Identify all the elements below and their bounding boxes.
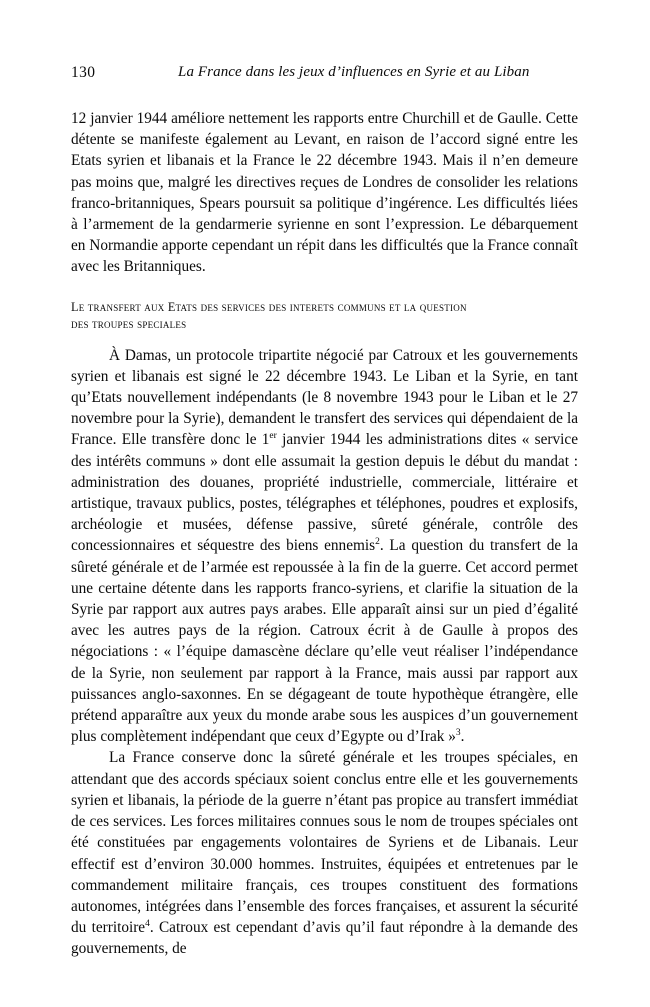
section-heading-initial: L	[71, 299, 79, 314]
page-number: 130	[71, 64, 96, 81]
section-heading-line1-a: e transfert aux	[78, 299, 168, 314]
running-head	[71, 64, 578, 84]
paragraph-opening: 12 janvier 1944 améliore nettement les rapports entre Churchill et de Gaulle. Cette détente se manifeste également au Levant, en raison de l’accord signé entre les Etats syrien et libanais et la France le 22 décembre 1943. Mais il n’en demeure pas moins que, malgré les directives reçues de Londres de consolider les relations franco-britanniques, Spears poursuit sa politique d’ingérence. Les difficultés liées à l’armement de la gendarmerie syrienne en sont l’expression. Le débarquement en Normandie apporte cependant un répit dans les difficultés que la France connaît avec les Britanniques.	[71, 110, 578, 276]
footnote-ref-er: er	[269, 431, 277, 442]
spacer	[71, 334, 578, 345]
footnote-ref-4: 4	[145, 919, 150, 930]
text-column	[71, 108, 578, 960]
paragraph-protocole-d: .	[460, 728, 465, 746]
paragraph-troupes-speciales	[71, 747, 578, 959]
footnote-ref-2: 2	[375, 537, 380, 548]
section-heading-etats-initial: E	[167, 299, 176, 314]
spacer	[71, 278, 578, 299]
paragraph-protocole-b: janvier 1944 les administrations dites « service des intérêts communs » dont elle assumait la gestion depuis le début du mandat : administration des douanes, propriété industrielle, commerciale, littéraire et artistique, travaux publics, postes, télégraphes et téléphones, poudres et explosifs, archéologie et musées, défense passive, sûreté générale, contrôle des concessionnaires et séquestre des biens ennemis	[71, 431, 578, 555]
section-heading	[71, 299, 578, 334]
paragraph-protocole-a: À Damas, un protocole tripartite négocié par Catroux et les gouvernements syrien et libanais est signé le 22 décembre 1943. Le Liban et la Syrie, en tant qu’Etats nouvellement indépendants (le 8 novembre 1943 pour le Liban et le 27 novembre pour la Syrie), demandent le transfert des services qui dépendaient de la France. Elle transfère donc le 1	[71, 346, 578, 449]
paragraph-troupes-a: La France conserve donc la sûreté générale et les troupes spéciales, en attendant que des accords spéciaux soient conclus entre elle et les gouvernements syrien et libanais, la période de la guerre n’étant pas propice au transfert immédiat de ces services. Les forces militaires connues sous le nom de troupes spéciales ont été constituées par engagements volontaires de Syriens et de Libanais. Leur effectif est d’environ 30.000 hommes. Instruites, équipées et entretenues par le commandement militaire français, ces troupes constituent des formations autonomes, intégrées dans l’ensemble des forces françaises, et assurent la sécurité du territoire	[71, 749, 578, 937]
section-heading-line1-b: tats des services des interets communs et la question	[175, 299, 467, 314]
paragraph-troupes-b: . Catroux est cependant d’avis qu’il faut répondre à la demande des gouvernements, de	[71, 919, 579, 958]
footnote-ref-3: 3	[455, 728, 461, 739]
section-heading-line2: des troupes speciales	[71, 317, 187, 332]
running-title: La France dans les jeux d’influences en Syrie et au Liban	[178, 64, 530, 80]
paragraph-protocole-c: . La question du transfert de la sûreté générale et de l’armée est repoussée à la fin de la guerre. Cet accord permet une certaine détente dans les rapports franco-syriens, et clarifie la situation de la Syrie par rapport aux autres pays arabes. Elle apparaît ainsi sur un pied d’égalité avec les autres pays de la région. Catroux écrit à de Gaulle à propos des négociations : « l’équipe damascène déclare qu’elle veut réaliser l’indépendance de la Syrie, non seulement par rapport à la France, mais aussi par rapport aux puissances anglo-saxonnes. En se dégageant de toute hypothèque étrangère, elle prétend apparaître aux yeux du monde arabe sous les auspices d’un gouvernement plus complètement indépendant que ceux d’Egypte ou d’Irak »	[71, 537, 578, 746]
paragraph-protocole	[71, 345, 578, 748]
